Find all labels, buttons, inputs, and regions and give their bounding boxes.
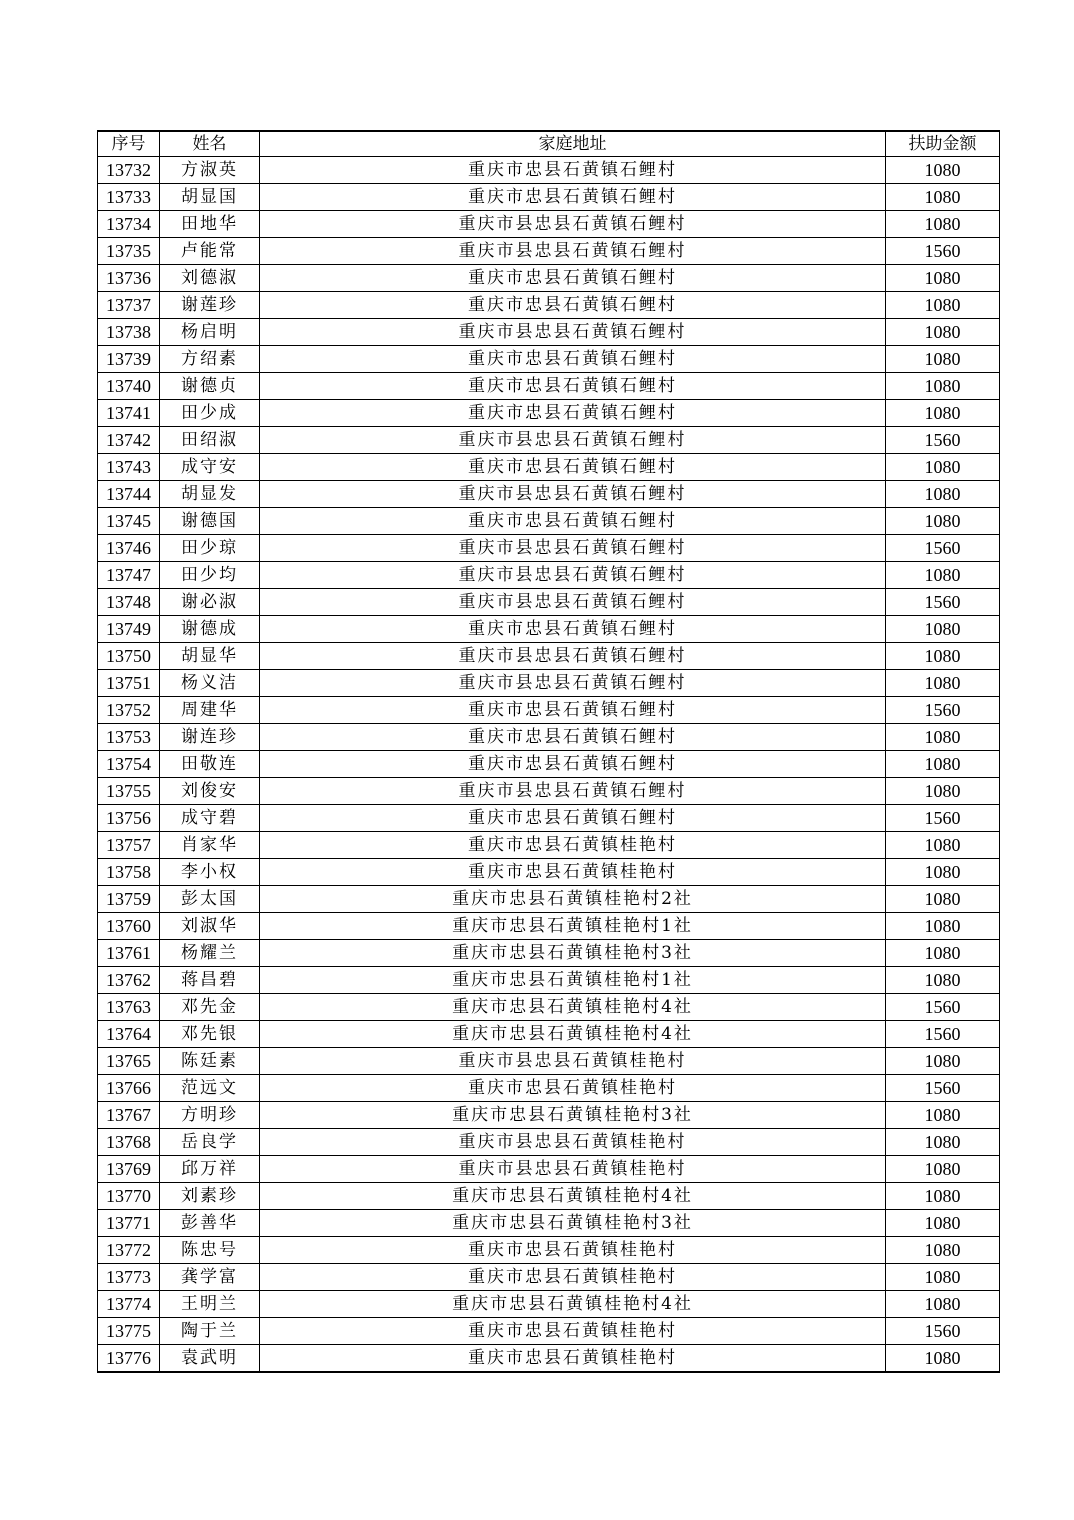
header-assistance-amount: 扶助金额 [886, 131, 1000, 157]
name-cell: 胡显华 [160, 643, 260, 670]
serial-number-cell: 13753 [98, 724, 160, 751]
serial-number-cell: 13759 [98, 886, 160, 913]
name-cell: 胡显国 [160, 184, 260, 211]
table-row [98, 1075, 1000, 1102]
serial-number-cell: 13745 [98, 508, 160, 535]
amount-cell: 1080 [886, 562, 1000, 589]
name-cell: 刘淑华 [160, 913, 260, 940]
serial-number-cell: 13747 [98, 562, 160, 589]
name-cell: 刘素珍 [160, 1183, 260, 1210]
address-cell: 重庆市忠县石黄镇桂艳村 [260, 1075, 886, 1102]
amount-cell: 1560 [886, 697, 1000, 724]
amount-cell: 1560 [886, 535, 1000, 562]
amount-cell: 1080 [886, 1048, 1000, 1075]
name-cell: 杨义洁 [160, 670, 260, 697]
address-cell: 重庆市忠县石黄镇桂艳村3社 [260, 940, 886, 967]
amount-cell: 1080 [886, 778, 1000, 805]
amount-cell: 1080 [886, 508, 1000, 535]
amount-cell: 1080 [886, 670, 1000, 697]
serial-number-cell: 13760 [98, 913, 160, 940]
amount-cell: 1080 [886, 724, 1000, 751]
address-cell: 重庆市忠县石黄镇石鲤村 [260, 697, 886, 724]
table-row [98, 400, 1000, 427]
address-cell: 重庆市忠县石黄镇石鲤村 [260, 454, 886, 481]
serial-number-cell: 13755 [98, 778, 160, 805]
name-cell: 李小权 [160, 859, 260, 886]
name-cell: 彭太国 [160, 886, 260, 913]
address-cell: 重庆市忠县石黄镇石鲤村 [260, 724, 886, 751]
name-cell: 谢必淑 [160, 589, 260, 616]
serial-number-cell: 13754 [98, 751, 160, 778]
address-cell: 重庆市忠县石黄镇石鲤村 [260, 346, 886, 373]
serial-number-cell: 13732 [98, 157, 160, 184]
table-row [98, 940, 1000, 967]
name-cell: 田绍淑 [160, 427, 260, 454]
serial-number-cell: 13741 [98, 400, 160, 427]
table-row [98, 427, 1000, 454]
table-header [98, 131, 1000, 157]
serial-number-cell: 13762 [98, 967, 160, 994]
table-row [98, 805, 1000, 832]
name-cell: 杨耀兰 [160, 940, 260, 967]
table-row [98, 589, 1000, 616]
amount-cell: 1560 [886, 238, 1000, 265]
amount-cell: 1080 [886, 832, 1000, 859]
address-cell: 重庆市忠县石黄镇桂艳村3社 [260, 1210, 886, 1237]
table-row [98, 643, 1000, 670]
name-cell: 龚学富 [160, 1264, 260, 1291]
address-cell: 重庆市忠县石黄镇桂艳村 [260, 1237, 886, 1264]
table-row [98, 1264, 1000, 1291]
amount-cell: 1080 [886, 346, 1000, 373]
amount-cell: 1080 [886, 373, 1000, 400]
header-serial-number: 序号 [98, 131, 160, 157]
address-cell: 重庆市县忠县石黄镇石鲤村 [260, 238, 886, 265]
address-cell: 重庆市县忠县石黄镇石鲤村 [260, 535, 886, 562]
table-row [98, 1021, 1000, 1048]
address-cell: 重庆市县忠县石黄镇石鲤村 [260, 427, 886, 454]
address-cell: 重庆市忠县石黄镇石鲤村 [260, 805, 886, 832]
serial-number-cell: 13744 [98, 481, 160, 508]
amount-cell: 1080 [886, 1183, 1000, 1210]
table-row [98, 1156, 1000, 1183]
table-row [98, 373, 1000, 400]
amount-cell: 1080 [886, 157, 1000, 184]
amount-cell: 1080 [886, 400, 1000, 427]
table-row [98, 859, 1000, 886]
address-cell: 重庆市县忠县石黄镇石鲤村 [260, 778, 886, 805]
assistance-roster-table [97, 130, 1000, 1373]
serial-number-cell: 13746 [98, 535, 160, 562]
address-cell: 重庆市县忠县石黄镇桂艳村 [260, 1156, 886, 1183]
amount-cell: 1080 [886, 1237, 1000, 1264]
name-cell: 方淑英 [160, 157, 260, 184]
amount-cell: 1080 [886, 1264, 1000, 1291]
table-row [98, 481, 1000, 508]
amount-cell: 1080 [886, 1102, 1000, 1129]
table-row [98, 265, 1000, 292]
serial-number-cell: 13749 [98, 616, 160, 643]
amount-cell: 1080 [886, 859, 1000, 886]
amount-cell: 1560 [886, 1075, 1000, 1102]
address-cell: 重庆市县忠县石黄镇石鲤村 [260, 670, 886, 697]
address-cell: 重庆市忠县石黄镇桂艳村 [260, 1345, 886, 1373]
address-cell: 重庆市忠县石黄镇桂艳村3社 [260, 1102, 886, 1129]
serial-number-cell: 13775 [98, 1318, 160, 1345]
name-cell: 谢德贞 [160, 373, 260, 400]
table-row [98, 346, 1000, 373]
amount-cell: 1080 [886, 751, 1000, 778]
name-cell: 方绍素 [160, 346, 260, 373]
serial-number-cell: 13764 [98, 1021, 160, 1048]
amount-cell: 1080 [886, 616, 1000, 643]
amount-cell: 1080 [886, 184, 1000, 211]
name-cell: 刘德淑 [160, 265, 260, 292]
serial-number-cell: 13758 [98, 859, 160, 886]
serial-number-cell: 13766 [98, 1075, 160, 1102]
table-row [98, 454, 1000, 481]
amount-cell: 1080 [886, 1210, 1000, 1237]
address-cell: 重庆市忠县石黄镇桂艳村4社 [260, 1021, 886, 1048]
header-home-address: 家庭地址 [260, 131, 886, 157]
serial-number-cell: 13756 [98, 805, 160, 832]
amount-cell: 1080 [886, 265, 1000, 292]
address-cell: 重庆市忠县石黄镇石鲤村 [260, 157, 886, 184]
name-cell: 陶于兰 [160, 1318, 260, 1345]
name-cell: 彭善华 [160, 1210, 260, 1237]
serial-number-cell: 13740 [98, 373, 160, 400]
amount-cell: 1080 [886, 211, 1000, 238]
amount-cell: 1080 [886, 967, 1000, 994]
amount-cell: 1080 [886, 913, 1000, 940]
serial-number-cell: 13734 [98, 211, 160, 238]
table-row [98, 670, 1000, 697]
name-cell: 蒋昌碧 [160, 967, 260, 994]
name-cell: 卢能常 [160, 238, 260, 265]
address-cell: 重庆市县忠县石黄镇桂艳村 [260, 1048, 886, 1075]
name-cell: 胡显发 [160, 481, 260, 508]
amount-cell: 1080 [886, 292, 1000, 319]
serial-number-cell: 13737 [98, 292, 160, 319]
amount-cell: 1560 [886, 589, 1000, 616]
name-cell: 田少成 [160, 400, 260, 427]
serial-number-cell: 13733 [98, 184, 160, 211]
serial-number-cell: 13770 [98, 1183, 160, 1210]
table-body [98, 157, 1000, 1373]
serial-number-cell: 13774 [98, 1291, 160, 1318]
serial-number-cell: 13773 [98, 1264, 160, 1291]
address-cell: 重庆市县忠县石黄镇石鲤村 [260, 562, 886, 589]
serial-number-cell: 13752 [98, 697, 160, 724]
table-row [98, 913, 1000, 940]
serial-number-cell: 13772 [98, 1237, 160, 1264]
amount-cell: 1560 [886, 427, 1000, 454]
serial-number-cell: 13761 [98, 940, 160, 967]
table-row [98, 508, 1000, 535]
name-cell: 邓先银 [160, 1021, 260, 1048]
name-cell: 田敬连 [160, 751, 260, 778]
name-cell: 邱万祥 [160, 1156, 260, 1183]
amount-cell: 1080 [886, 886, 1000, 913]
serial-number-cell: 13769 [98, 1156, 160, 1183]
table-row [98, 1210, 1000, 1237]
address-cell: 重庆市忠县石黄镇桂艳村4社 [260, 994, 886, 1021]
name-cell: 邓先金 [160, 994, 260, 1021]
name-cell: 范远文 [160, 1075, 260, 1102]
serial-number-cell: 13776 [98, 1345, 160, 1373]
serial-number-cell: 13767 [98, 1102, 160, 1129]
name-cell: 田地华 [160, 211, 260, 238]
address-cell: 重庆市忠县石黄镇石鲤村 [260, 400, 886, 427]
name-cell: 岳良学 [160, 1129, 260, 1156]
table-row [98, 535, 1000, 562]
address-cell: 重庆市忠县石黄镇桂艳村 [260, 1318, 886, 1345]
amount-cell: 1080 [886, 1291, 1000, 1318]
table-row [98, 292, 1000, 319]
name-cell: 成守碧 [160, 805, 260, 832]
table-row [98, 1048, 1000, 1075]
name-cell: 刘俊安 [160, 778, 260, 805]
amount-cell: 1560 [886, 994, 1000, 1021]
serial-number-cell: 13742 [98, 427, 160, 454]
serial-number-cell: 13743 [98, 454, 160, 481]
table-row [98, 157, 1000, 184]
serial-number-cell: 13751 [98, 670, 160, 697]
name-cell: 陈忠号 [160, 1237, 260, 1264]
address-cell: 重庆市县忠县石黄镇石鲤村 [260, 319, 886, 346]
amount-cell: 1560 [886, 1318, 1000, 1345]
serial-number-cell: 13757 [98, 832, 160, 859]
name-cell: 田少琼 [160, 535, 260, 562]
name-cell: 谢德国 [160, 508, 260, 535]
name-cell: 方明珍 [160, 1102, 260, 1129]
table-row [98, 832, 1000, 859]
name-cell: 成守安 [160, 454, 260, 481]
amount-cell: 1080 [886, 940, 1000, 967]
serial-number-cell: 13765 [98, 1048, 160, 1075]
table-row [98, 1102, 1000, 1129]
address-cell: 重庆市县忠县石黄镇桂艳村 [260, 1129, 886, 1156]
address-cell: 重庆市忠县石黄镇桂艳村2社 [260, 886, 886, 913]
table-row [98, 184, 1000, 211]
name-cell: 谢德成 [160, 616, 260, 643]
amount-cell: 1080 [886, 319, 1000, 346]
amount-cell: 1080 [886, 1156, 1000, 1183]
address-cell: 重庆市县忠县石黄镇石鲤村 [260, 643, 886, 670]
address-cell: 重庆市忠县石黄镇石鲤村 [260, 751, 886, 778]
address-cell: 重庆市县忠县石黄镇石鲤村 [260, 481, 886, 508]
table-row [98, 562, 1000, 589]
address-cell: 重庆市忠县石黄镇石鲤村 [260, 292, 886, 319]
table-row [98, 886, 1000, 913]
name-cell: 袁武明 [160, 1345, 260, 1373]
name-cell: 杨启明 [160, 319, 260, 346]
serial-number-cell: 13748 [98, 589, 160, 616]
address-cell: 重庆市忠县石黄镇桂艳村4社 [260, 1183, 886, 1210]
address-cell: 重庆市忠县石黄镇桂艳村 [260, 832, 886, 859]
amount-cell: 1080 [886, 481, 1000, 508]
address-cell: 重庆市忠县石黄镇桂艳村4社 [260, 1291, 886, 1318]
name-cell: 陈廷素 [160, 1048, 260, 1075]
address-cell: 重庆市忠县石黄镇石鲤村 [260, 184, 886, 211]
address-cell: 重庆市忠县石黄镇桂艳村1社 [260, 967, 886, 994]
table-row [98, 778, 1000, 805]
table-row [98, 697, 1000, 724]
amount-cell: 1080 [886, 454, 1000, 481]
name-cell: 谢莲珍 [160, 292, 260, 319]
name-cell: 王明兰 [160, 1291, 260, 1318]
address-cell: 重庆市县忠县石黄镇石鲤村 [260, 589, 886, 616]
address-cell: 重庆市忠县石黄镇石鲤村 [260, 373, 886, 400]
serial-number-cell: 13768 [98, 1129, 160, 1156]
table-row [98, 238, 1000, 265]
serial-number-cell: 13771 [98, 1210, 160, 1237]
serial-number-cell: 13735 [98, 238, 160, 265]
name-cell: 周建华 [160, 697, 260, 724]
amount-cell: 1080 [886, 1129, 1000, 1156]
table-row [98, 1318, 1000, 1345]
table-row [98, 1291, 1000, 1318]
amount-cell: 1560 [886, 805, 1000, 832]
table-row [98, 1183, 1000, 1210]
serial-number-cell: 13738 [98, 319, 160, 346]
name-cell: 谢连珍 [160, 724, 260, 751]
table-row [98, 994, 1000, 1021]
serial-number-cell: 13739 [98, 346, 160, 373]
name-cell: 田少均 [160, 562, 260, 589]
table-row [98, 724, 1000, 751]
table-row [98, 1237, 1000, 1264]
address-cell: 重庆市忠县石黄镇桂艳村 [260, 1264, 886, 1291]
serial-number-cell: 13736 [98, 265, 160, 292]
address-cell: 重庆市县忠县石黄镇石鲤村 [260, 211, 886, 238]
header-name: 姓名 [160, 131, 260, 157]
amount-cell: 1080 [886, 643, 1000, 670]
address-cell: 重庆市忠县石黄镇石鲤村 [260, 616, 886, 643]
address-cell: 重庆市忠县石黄镇石鲤村 [260, 508, 886, 535]
table-row [98, 751, 1000, 778]
address-cell: 重庆市忠县石黄镇桂艳村 [260, 859, 886, 886]
address-cell: 重庆市忠县石黄镇石鲤村 [260, 265, 886, 292]
serial-number-cell: 13750 [98, 643, 160, 670]
amount-cell: 1560 [886, 1021, 1000, 1048]
serial-number-cell: 13763 [98, 994, 160, 1021]
table-row [98, 1345, 1000, 1373]
table-row [98, 319, 1000, 346]
header-row [98, 131, 1000, 157]
table-row [98, 1129, 1000, 1156]
table-row [98, 211, 1000, 238]
table-row [98, 967, 1000, 994]
name-cell: 肖家华 [160, 832, 260, 859]
amount-cell: 1080 [886, 1345, 1000, 1373]
table-row [98, 616, 1000, 643]
address-cell: 重庆市忠县石黄镇桂艳村1社 [260, 913, 886, 940]
